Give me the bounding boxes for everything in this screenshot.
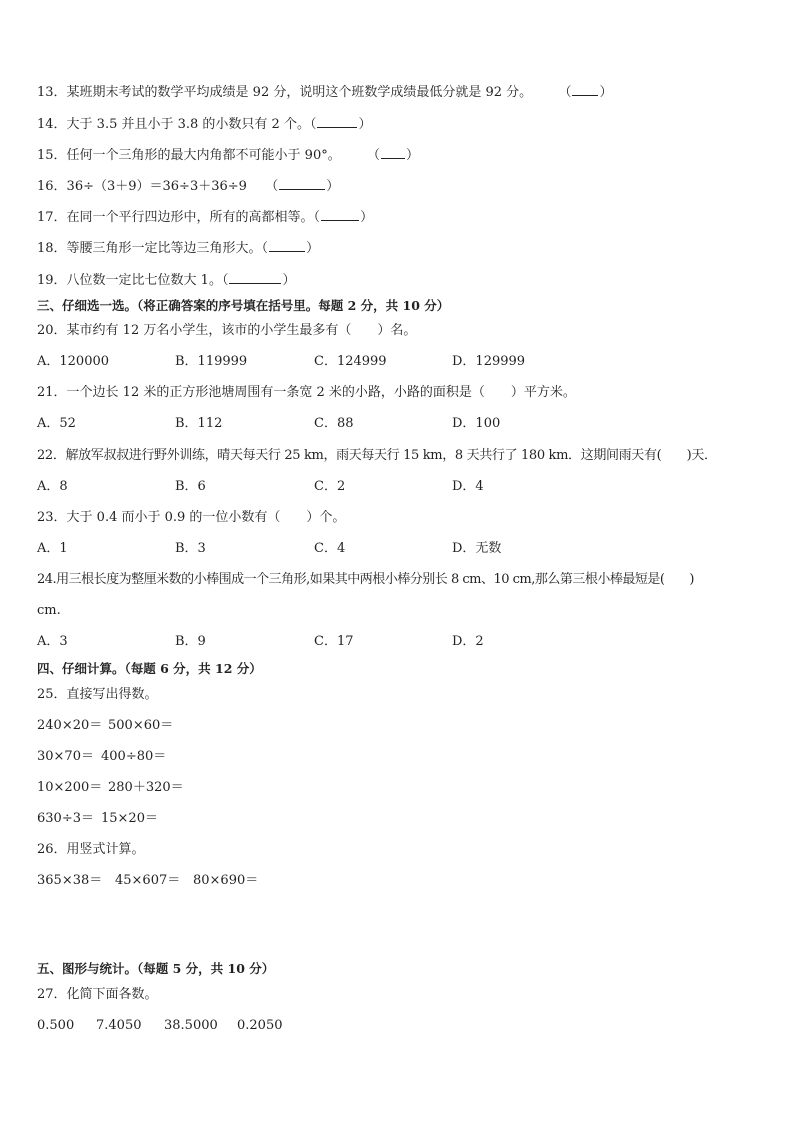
question-18: 18．等腰三角形一定比等边三角形大。（ ） xyxy=(37,238,319,258)
option-b[interactable]: B．112 xyxy=(175,416,223,431)
vertical-calc-item: 45×607＝ xyxy=(115,873,181,888)
question-text: 18．等腰三角形一定比等边三角形大。 xyxy=(37,241,262,256)
question-15: 15．任何一个三角形的最大内角都不可能小于 90°。 （ ） xyxy=(37,145,419,165)
answer-blank[interactable] xyxy=(572,82,598,96)
option-d[interactable]: D．129999 xyxy=(452,354,526,369)
option-d[interactable]: D．4 xyxy=(452,479,484,494)
answer-blank[interactable] xyxy=(279,176,325,190)
option-c[interactable]: C．4 xyxy=(314,541,346,556)
question-text: 15．任何一个三角形的最大内角都不可能小于 90°。 xyxy=(37,148,341,163)
simplify-item: 7.4050 xyxy=(96,1018,142,1033)
question-22: 22．解放军叔叔进行野外训练，晴天每天行 25 km，雨天每天行 15 km，8 天共行了 180 km．这期间雨天有( )天． xyxy=(37,448,717,463)
question-text: 17．在同一个平行四边形中，所有的高都相等。 xyxy=(37,210,314,225)
question-text: 19．八位数一定比七位数大 1。 xyxy=(37,273,222,288)
option-b[interactable]: B．6 xyxy=(175,479,206,494)
calc-item: 280＋320＝ xyxy=(108,780,184,795)
calc-item: 10×200＝ xyxy=(37,780,103,795)
calc-item: 240×20＝ xyxy=(37,718,103,733)
option-a[interactable]: A．8 xyxy=(37,479,68,494)
question-19: 19．八位数一定比七位数大 1。（ ） xyxy=(37,270,295,290)
question-25: 25．直接写出得数。 xyxy=(37,687,158,702)
option-b[interactable]: B．3 xyxy=(175,541,206,556)
option-c[interactable]: C．17 xyxy=(314,634,354,649)
question-23: 23．大于 0.4 而小于 0.9 的一位小数有（ ）个。 xyxy=(37,510,346,525)
question-14: 14．大于 3.5 并且小于 3.8 的小数只有 2 个。（ ） xyxy=(37,114,372,134)
simplify-item: 0.500 xyxy=(37,1018,75,1033)
calc-item: 400÷80＝ xyxy=(101,749,167,764)
option-c[interactable]: C．88 xyxy=(314,416,354,431)
vertical-calc-item: 365×38＝ xyxy=(37,873,103,888)
option-a[interactable]: A．52 xyxy=(37,416,76,431)
option-d[interactable]: D．2 xyxy=(452,634,484,649)
section-4-heading: 四、仔细计算。（每题 6 分，共 12 分） xyxy=(37,661,262,676)
option-a[interactable]: A．120000 xyxy=(37,354,110,369)
question-text: 16．36÷（3＋9）＝36÷3＋36÷9 xyxy=(37,179,247,194)
question-17: 17．在同一个平行四边形中，所有的高都相等。（ ） xyxy=(37,207,373,227)
question-24: 24.用三根长度为整厘米数的小棒围成一个三角形,如果其中两根小棒分别长 8 cm、10 cm,那么第三根小棒最短是( ) xyxy=(37,572,695,587)
vertical-calc-item: 80×690＝ xyxy=(193,873,259,888)
answer-blank[interactable] xyxy=(317,114,357,128)
question-21: 21．一个边长 12 米的正方形池塘周围有一条宽 2 米的小路，小路的面积是（ ）平方米。 xyxy=(37,385,576,400)
answer-blank[interactable] xyxy=(229,270,281,284)
option-d[interactable]: D．无数 xyxy=(452,541,502,556)
answer-blank[interactable] xyxy=(321,207,359,221)
question-text: 13．某班期末考试的数学平均成绩是 92 分，说明这个班数学成绩最低分就是 92 分。 xyxy=(37,85,533,100)
calc-item: 630÷3＝ xyxy=(37,811,94,826)
section-3-heading: 三、仔细选一选。（将正确答案的序号填在括号里。每题 2 分，共 10 分） xyxy=(37,298,450,313)
question-text: 14．大于 3.5 并且小于 3.8 的小数只有 2 个。 xyxy=(37,117,310,132)
answer-blank[interactable] xyxy=(269,238,305,252)
option-a[interactable]: A．1 xyxy=(37,541,68,556)
calc-item: 500×60＝ xyxy=(108,718,174,733)
calc-item: 30×70＝ xyxy=(37,749,94,764)
option-d[interactable]: D．100 xyxy=(452,416,501,431)
option-a[interactable]: A．3 xyxy=(37,634,68,649)
question-20: 20．某市约有 12 万名小学生，该市的小学生最多有（ ）名。 xyxy=(37,323,417,338)
calc-item: 15×20＝ xyxy=(101,811,158,826)
simplify-item: 38.5000 xyxy=(164,1018,218,1033)
answer-blank[interactable] xyxy=(381,145,405,159)
question-16: 16．36÷（3＋9）＝36÷3＋36÷9 （ ） xyxy=(37,176,339,196)
simplify-item: 0.2050 xyxy=(237,1018,283,1033)
question-26: 26．用竖式计算。 xyxy=(37,842,145,857)
option-b[interactable]: B．119999 xyxy=(175,354,248,369)
question-13: 13．某班期末考试的数学平均成绩是 92 分，说明这个班数学成绩最低分就是 92 分。 （ ） xyxy=(37,82,612,102)
section-5-heading: 五、图形与统计。（每题 5 分，共 10 分） xyxy=(37,961,275,976)
question-27: 27．化简下面各数。 xyxy=(37,987,158,1002)
option-c[interactable]: C．2 xyxy=(314,479,346,494)
option-b[interactable]: B．9 xyxy=(175,634,206,649)
question-24-continued: cm. xyxy=(37,603,61,618)
option-c[interactable]: C．124999 xyxy=(314,354,387,369)
